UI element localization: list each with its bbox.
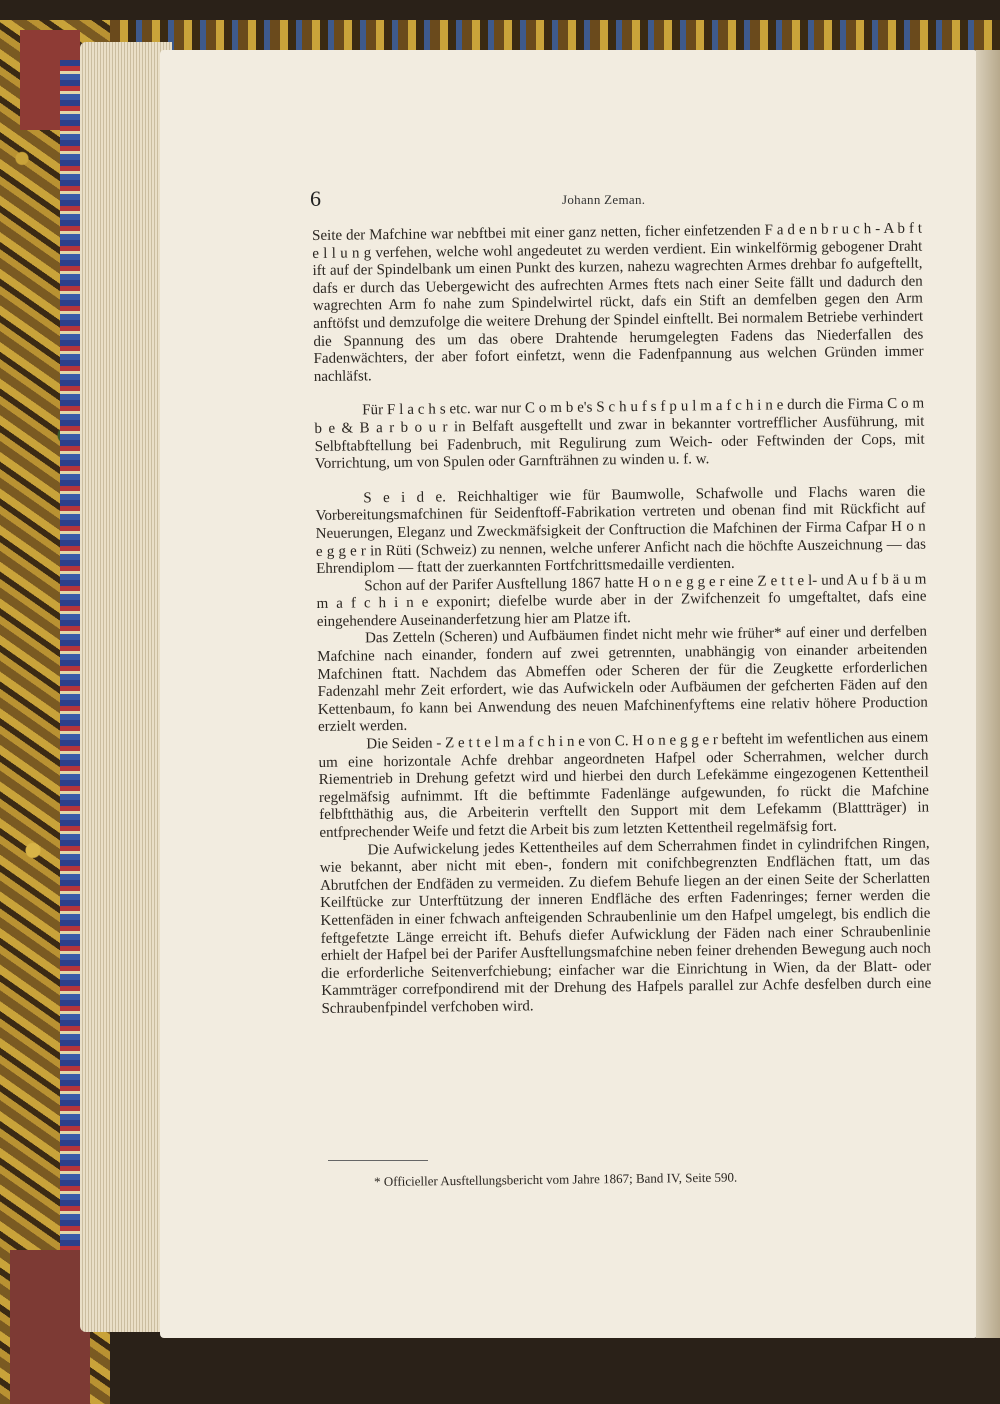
- paragraph: S e i d e. Reichhaltiger wie für Baumwolle, Schafwolle und Flachs waren die Vorbereitungsmafchinen für Seidenftoff-Fabrikation vertreten und obenan find mit Rückficht auf Neuerungen, Eleganz und Zweckmäfsigkeit der Conftruction die Mafchinen der Firma Cafpar H o n e g g e r in Rüti (Schweiz) zu nennen, welche unferer Anficht nach die höchfte Auszeichnung — das Ehrendiplom — ftatt der zuerkannten Fortfchrittsmedaille verdienten.: [315, 483, 927, 578]
- cover-spine: [60, 60, 80, 1320]
- footnote: * Officieller Ausftellungsbericht vom Jahre 1867; Band IV, Seite 590.: [374, 1169, 738, 1189]
- cover-top-band: [110, 20, 1000, 50]
- paragraph: Für F l a c h s etc. war nur C o m b e's S c h u f s f p u l m a f c h i n e durch die Firma C o m b e & B a r b o u r in Belfaft ausgeftellt und zwar in bekannter vortrefflicher Ausführung, mit Selbftabftellung bei Fadenbruch, mit Regulirung zum Weich- oder Feftwinden der Cops, mit Vorrichtung, um von Spulen oder Garnfträhnen zu winden u. f. w.: [314, 395, 925, 473]
- body-text: [312, 221, 932, 1019]
- page-edges: [80, 42, 172, 1332]
- paragraph: Seite der Mafchine war nebftbei mit einer ganz netten, ficher einfetzenden F a d e n b r u c h - A b f t e l l u n g verfehen, welche wohl angedeutet zu werden verdient. Ein winkelförmig gebogener Draht ift auf der Spindelbank um einen Punkt des kurzen, nahezu wagrechten Armes drehbar fo aufgeftellt, dafs er durch das Uebergewicht des aufrechten Armes ftets nach einer Seite fällt und dadurch den wagrechten Arm fo nahe zum Spindelwirtel rückt, dafs ein Stift an demfelben gegen den Arm anftöfst und demzufolge die weitere Drehung der Spindel einftellt. Bei normalem Betriebe verhindert die Spannung des um das obere Drahtende herumgelegten Fadens das Niederfallen des Fadenwächters, der aber fofort einfetzt, wenn die Fadenfpannung aus welchen Gründen immer nachläfst.: [312, 220, 924, 385]
- right-page-edge: [976, 50, 1000, 1338]
- paragraph: Schon auf der Parifer Ausftellung 1867 hatte H o n e g g e r eine Z e t t e l- und A u f b ä u m m a f c h i n e exponirt; diefelbe wurde aber in der Zwifchenzeit fo umgeftaltet, dafs eine eingehendere Auseinanderfetzung hier am Platze ift.: [316, 571, 927, 630]
- paragraph: Das Zetteln (Scheren) und Aufbäumen findet nicht mehr wie früher* auf einer und derfelben Mafchine nach einander, fondern auf zwei getrennten, unabhängig von einander arbeitenden Mafchinen ftatt. Nachdem das Abmeffen oder Scheren der für die Zeugkette erforderlichen Fadenzahl mehr Zeit erfordert, wie das Aufwickeln oder Aufbäumen der gefcherten Fäden auf den Kettenbaum, fo kann bei Anwendung des neuen Mafchinenfyftems eine relativ höhere Production erzielt werden.: [317, 623, 928, 736]
- paragraph: Die Seiden - Z e t t e l m a f c h i n e von C. H o n e g g e r befteht im wefentlichen aus einem um eine horizontale Achfe drehbar angeordneten Hafpel oder Scherrahmen, welcher durch Riementrieb in Drehung gefetzt wird und hierbei den durch Lefekämme eingezogenen Kettentheil regelmäfsig aufnimmt. Ift die beftimmte Fadenlänge aufgewunden, fo rückt die Mafchine felbftthäthig aus, die Arbeiterin verftellt den Support mit dem Lefekamm (Blattträger) in entfprechender Weife und fetzt die Arbeit bis zum letzten Kettentheil regelmäfsig fort.: [318, 729, 930, 841]
- paragraph: Die Aufwickelung jedes Kettentheiles auf dem Scherrahmen findet in cylindrifchen Ringen, wie bekannt, aber nicht mit eben-, fondern mit conifchbegrenzten Endflächen ftatt, um das Abrutfchen der Endfäden zu vermeiden. Zu diefem Behufe liegen an der einen Seite der Scherlatten Keilftücke zur Unterftützung der inneren Endfläche des erften Fadenringes; ferner werden die Kettenfäden in einer fchwach anfteigenden Schraubenlinie um den Hafpel umgelegt, bis endlich die feftgefetzte Länge erreicht ift. Behufs diefer Aufwicklung der Fäden nach einer Schraubenlinie erhielt der Hafpel bei der Parifer Ausftellungsmafchine neben feiner drehenden Bewegung auch noch die erforderliche Seitenverfchiebung; einfacher war die Einrichtung in Wien, da der Blatt- oder Kammträger correfpondirend mit der Drehung des Hafpels parallel zur Achfe desfelben durch eine Schraubenfpindel verfchoben wird.: [319, 835, 932, 1017]
- page-header: [310, 188, 910, 212]
- page-number: 6: [310, 186, 321, 211]
- cover-corner-bottom: [10, 1250, 90, 1404]
- footnote-rule: [328, 1160, 428, 1161]
- running-head: Johann Zeman.: [562, 192, 646, 207]
